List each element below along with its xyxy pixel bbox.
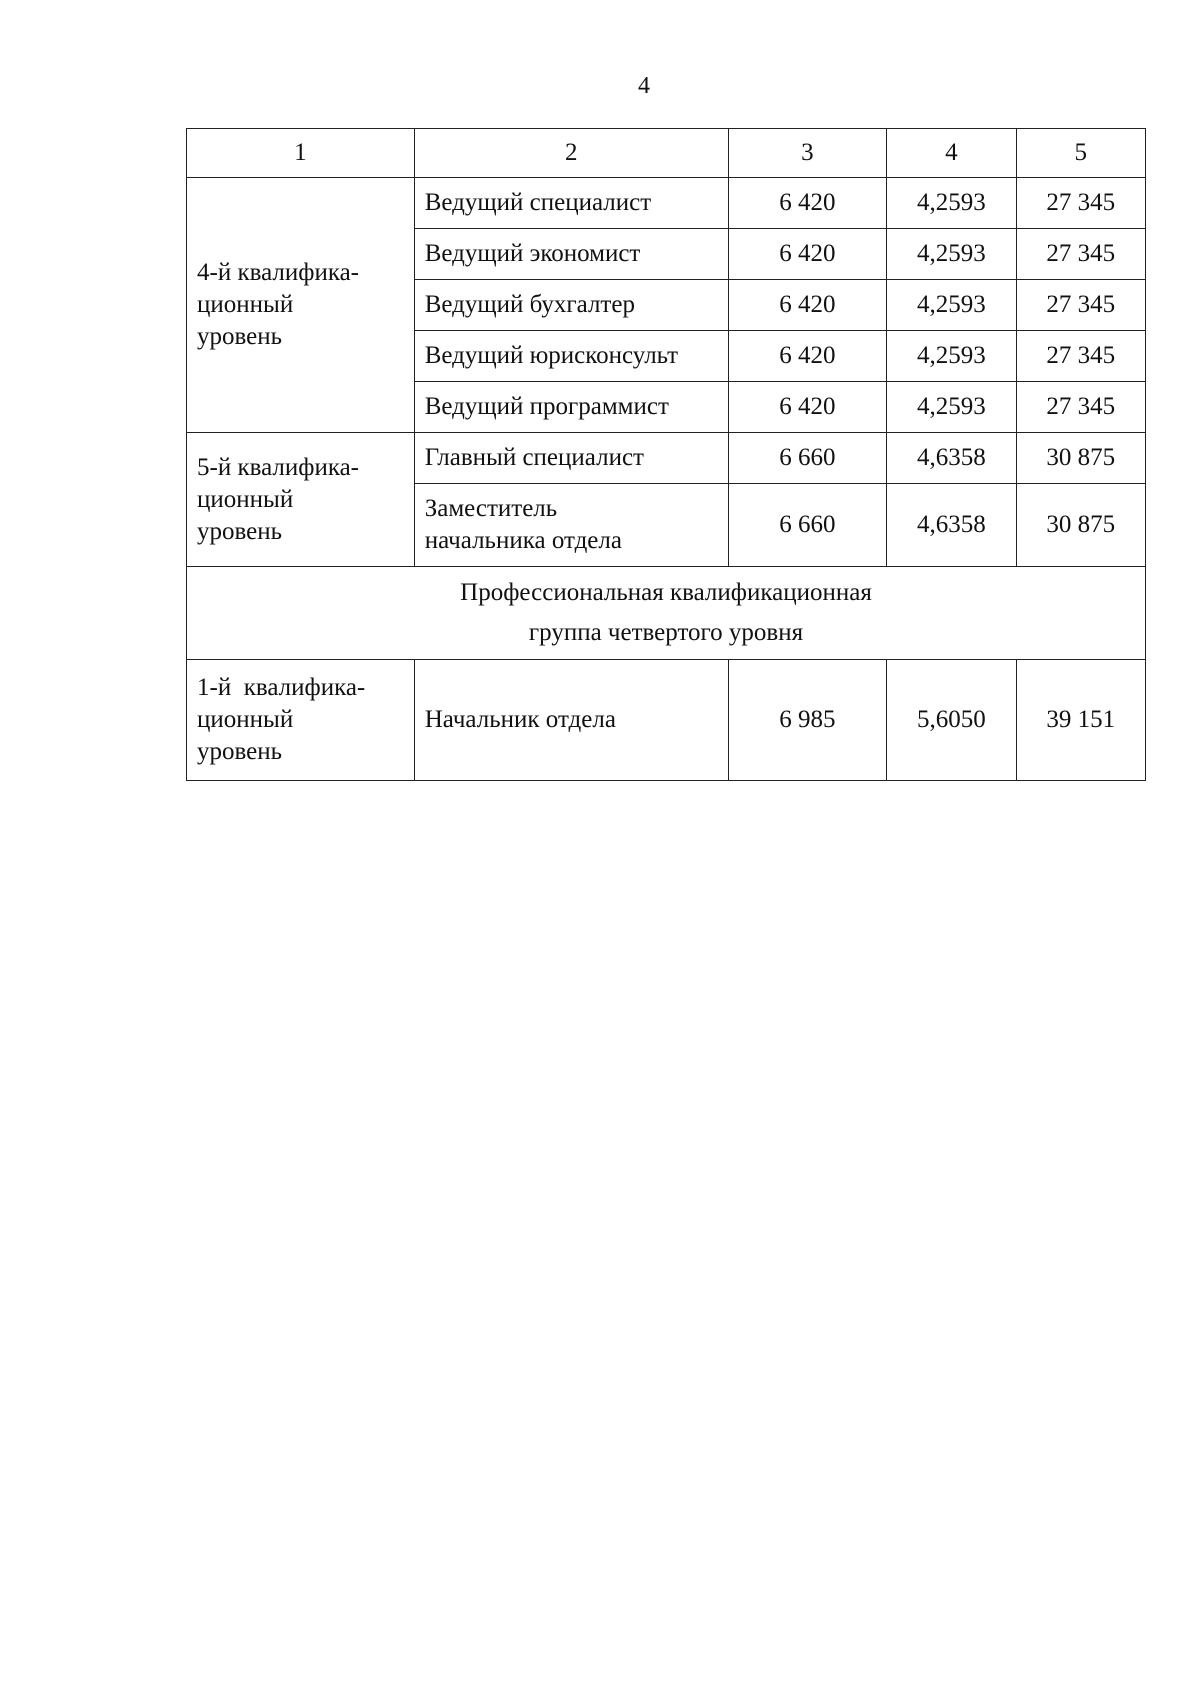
section-title-line: группа четвертого уровня bbox=[528, 619, 804, 646]
salary-cell: 6 420 bbox=[728, 280, 886, 331]
table-row bbox=[187, 178, 1146, 229]
position-cell: Ведущий юрисконсульт bbox=[414, 331, 728, 382]
total-cell: 27 345 bbox=[1016, 178, 1145, 229]
level-text-line: уровень bbox=[197, 517, 283, 545]
total-cell: 27 345 bbox=[1016, 331, 1145, 382]
position-text-line: начальника отдела bbox=[424, 527, 622, 554]
table-header-row bbox=[187, 129, 1146, 178]
qualification-level-cell bbox=[187, 433, 415, 567]
table-row bbox=[187, 660, 1146, 781]
salary-table bbox=[186, 128, 1146, 781]
salary-cell: 6 985 bbox=[728, 660, 886, 781]
total-cell: 30 875 bbox=[1016, 484, 1145, 567]
header-cell: 1 bbox=[187, 129, 415, 178]
qualification-level-cell bbox=[187, 660, 415, 781]
level-text-line: ционный bbox=[197, 485, 294, 513]
level-text-line: 5-й квалифика- bbox=[197, 453, 360, 481]
total-cell: 39 151 bbox=[1016, 660, 1145, 781]
position-cell: Ведущий программист bbox=[414, 382, 728, 433]
coefficient-cell: 4,2593 bbox=[887, 331, 1016, 382]
total-cell: 30 875 bbox=[1016, 433, 1145, 484]
total-cell: 27 345 bbox=[1016, 280, 1145, 331]
section-title-line: Профессиональная квалификационная bbox=[460, 579, 872, 606]
position-cell bbox=[414, 484, 728, 567]
header-cell: 5 bbox=[1016, 129, 1145, 178]
page-number: 4 bbox=[638, 73, 650, 99]
coefficient-cell: 4,2593 bbox=[887, 178, 1016, 229]
salary-cell: 6 660 bbox=[728, 484, 886, 567]
coefficient-cell: 4,2593 bbox=[887, 229, 1016, 280]
position-text-line: Заместитель bbox=[424, 495, 558, 522]
position-cell: Ведущий экономист bbox=[414, 229, 728, 280]
level-text-line: 1-й квалифика- bbox=[197, 674, 366, 701]
coefficient-cell: 5,6050 bbox=[887, 660, 1016, 781]
level-text-line: уровень bbox=[197, 323, 283, 350]
header-cell: 2 bbox=[414, 129, 728, 178]
section-title-cell bbox=[187, 567, 1146, 660]
coefficient-cell: 4,6358 bbox=[887, 433, 1016, 484]
total-cell: 27 345 bbox=[1016, 229, 1145, 280]
position-cell: Начальник отдела bbox=[414, 660, 728, 781]
table-row bbox=[187, 433, 1146, 484]
level-text-line: уровень bbox=[197, 738, 283, 765]
qualification-level-cell bbox=[187, 178, 415, 433]
salary-cell: 6 660 bbox=[728, 433, 886, 484]
level-text-line: ционный bbox=[197, 706, 294, 733]
position-cell: Ведущий специалист bbox=[414, 178, 728, 229]
section-header-row bbox=[187, 567, 1146, 660]
salary-cell: 6 420 bbox=[728, 178, 886, 229]
salary-cell: 6 420 bbox=[728, 331, 886, 382]
total-cell: 27 345 bbox=[1016, 382, 1145, 433]
coefficient-cell: 4,2593 bbox=[887, 280, 1016, 331]
position-cell: Главный специалист bbox=[414, 433, 728, 484]
coefficient-cell: 4,2593 bbox=[887, 382, 1016, 433]
salary-cell: 6 420 bbox=[728, 229, 886, 280]
level-text-line: 4-й квалифика- bbox=[197, 259, 360, 286]
level-text-line: ционный bbox=[197, 291, 294, 318]
salary-cell: 6 420 bbox=[728, 382, 886, 433]
coefficient-cell: 4,6358 bbox=[887, 484, 1016, 567]
position-cell: Ведущий бухгалтер bbox=[414, 280, 728, 331]
header-cell: 4 bbox=[887, 129, 1016, 178]
header-cell: 3 bbox=[728, 129, 886, 178]
